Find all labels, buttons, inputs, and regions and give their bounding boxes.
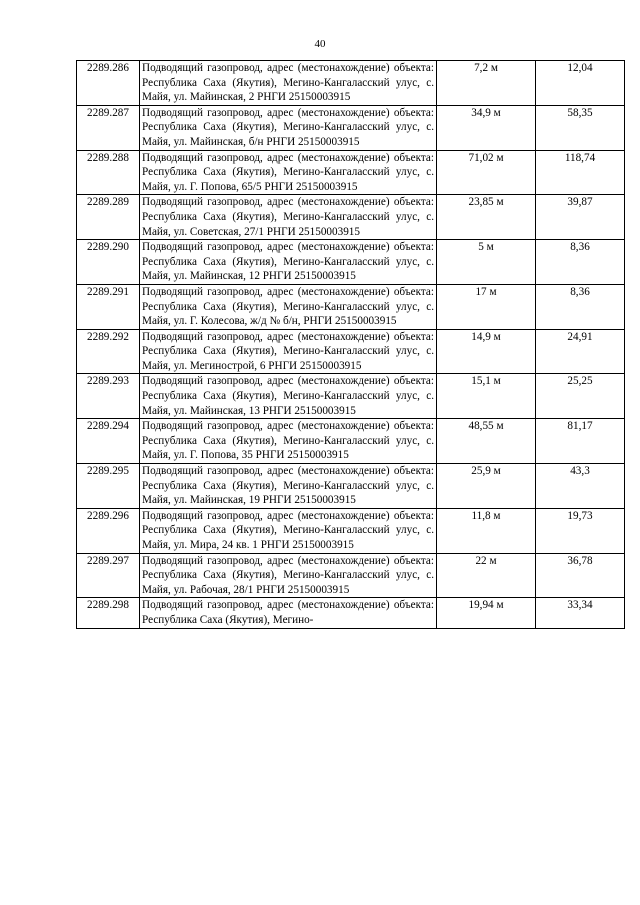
property-registry-table xyxy=(76,60,625,629)
object-description: Подводящий газопровод, адрес (местонахождение) объекта: Республика Саха (Якутия), Мегино-Кангаласский улус, с. Майя, ул. Г. Попова, 35 РНГИ 25150003915 xyxy=(140,419,437,464)
row-number: 2289.298 xyxy=(77,598,140,629)
object-length: 22 м xyxy=(437,553,536,598)
object-value: 12,04 xyxy=(536,61,625,106)
object-length: 15,1 м xyxy=(437,374,536,419)
object-value: 33,34 xyxy=(536,598,625,629)
row-number: 2289.289 xyxy=(77,195,140,240)
table-row xyxy=(77,105,625,150)
object-value: 8,36 xyxy=(536,284,625,329)
table-row xyxy=(77,61,625,106)
object-value: 81,17 xyxy=(536,419,625,464)
object-length: 5 м xyxy=(437,240,536,285)
table-row xyxy=(77,150,625,195)
table-row xyxy=(77,553,625,598)
table-row xyxy=(77,284,625,329)
object-description: Подводящий газопровод, адрес (местонахождение) объекта: Республика Саха (Якутия), Мегино-Кангаласский улус, с. Майя, ул. Майинская, 2 РНГИ 25150003915 xyxy=(140,61,437,106)
object-length: 19,94 м xyxy=(437,598,536,629)
object-description: Подводящий газопровод, адрес (местонахождение) объекта: Республика Саха (Якутия), Мегино- xyxy=(140,598,437,629)
object-value: 39,87 xyxy=(536,195,625,240)
object-length: 48,55 м xyxy=(437,419,536,464)
row-number: 2289.295 xyxy=(77,464,140,509)
object-description: Подводящий газопровод, адрес (местонахождение) объекта: Республика Саха (Якутия), Мегино-Кангаласский улус, с. Майя, ул. Майинская, б/н РНГИ 25150003915 xyxy=(140,105,437,150)
object-value: 36,78 xyxy=(536,553,625,598)
table-row xyxy=(77,419,625,464)
row-number: 2289.286 xyxy=(77,61,140,106)
object-length: 23,85 м xyxy=(437,195,536,240)
object-length: 14,9 м xyxy=(437,329,536,374)
object-description: Подводящий газопровод, адрес (местонахождение) объекта: Республика Саха (Якутия), Мегино-Кангаласский улус, с. Майя, ул. Мира, 24 кв. 1 РНГИ 25150003915 xyxy=(140,508,437,553)
object-description: Подводящий газопровод, адрес (местонахождение) объекта: Республика Саха (Якутия), Мегино-Кангаласский улус, с. Майя, ул. Г. Попова, 65/5 РНГИ 25150003915 xyxy=(140,150,437,195)
object-description: Подводящий газопровод, адрес (местонахождение) объекта: Республика Саха (Якутия), Мегино-Кангаласский улус, с. Майя, ул. Советская, 27/1 РНГИ 25150003915 xyxy=(140,195,437,240)
row-number: 2289.288 xyxy=(77,150,140,195)
object-description: Подводящий газопровод, адрес (местонахождение) объекта: Республика Саха (Якутия), Мегино-Кангаласский улус, с. Майя, ул. Г. Колесова, ж/д № б/н, РНГИ 25150003915 xyxy=(140,284,437,329)
table-row xyxy=(77,374,625,419)
table-row xyxy=(77,598,625,629)
object-value: 118,74 xyxy=(536,150,625,195)
row-number: 2289.296 xyxy=(77,508,140,553)
object-value: 58,35 xyxy=(536,105,625,150)
object-length: 71,02 м xyxy=(437,150,536,195)
table-row xyxy=(77,464,625,509)
row-number: 2289.294 xyxy=(77,419,140,464)
row-number: 2289.291 xyxy=(77,284,140,329)
object-description: Подводящий газопровод, адрес (местонахождение) объекта: Республика Саха (Якутия), Мегино-Кангаласский улус, с. Майя, ул. Мегинострой, 6 РНГИ 25150003915 xyxy=(140,329,437,374)
page-number: 40 xyxy=(314,38,326,50)
object-value: 24,91 xyxy=(536,329,625,374)
table-row xyxy=(77,508,625,553)
object-length: 17 м xyxy=(437,284,536,329)
row-number: 2289.290 xyxy=(77,240,140,285)
object-description: Подводящий газопровод, адрес (местонахождение) объекта: Республика Саха (Якутия), Мегино-Кангаласский улус, с. Майя, ул. Майинская, 19 РНГИ 25150003915 xyxy=(140,464,437,509)
object-length: 34,9 м xyxy=(437,105,536,150)
object-value: 8,36 xyxy=(536,240,625,285)
row-number: 2289.293 xyxy=(77,374,140,419)
object-value: 43,3 xyxy=(536,464,625,509)
table-row xyxy=(77,240,625,285)
object-value: 25,25 xyxy=(536,374,625,419)
table-row xyxy=(77,195,625,240)
object-length: 7,2 м xyxy=(437,61,536,106)
object-description: Подводящий газопровод, адрес (местонахождение) объекта: Республика Саха (Якутия), Мегино-Кангаласский улус, с. Майя, ул. Рабочая, 28/1 РНГИ 25150003915 xyxy=(140,553,437,598)
object-length: 11,8 м xyxy=(437,508,536,553)
object-value: 19,73 xyxy=(536,508,625,553)
object-description: Подводящий газопровод, адрес (местонахождение) объекта: Республика Саха (Якутия), Мегино-Кангаласский улус, с. Майя, ул. Майинская, 13 РНГИ 25150003915 xyxy=(140,374,437,419)
row-number: 2289.287 xyxy=(77,105,140,150)
row-number: 2289.292 xyxy=(77,329,140,374)
table-row xyxy=(77,329,625,374)
row-number: 2289.297 xyxy=(77,553,140,598)
object-length: 25,9 м xyxy=(437,464,536,509)
object-description: Подводящий газопровод, адрес (местонахождение) объекта: Республика Саха (Якутия), Мегино-Кангаласский улус, с. Майя, ул. Майинская, 12 РНГИ 25150003915 xyxy=(140,240,437,285)
